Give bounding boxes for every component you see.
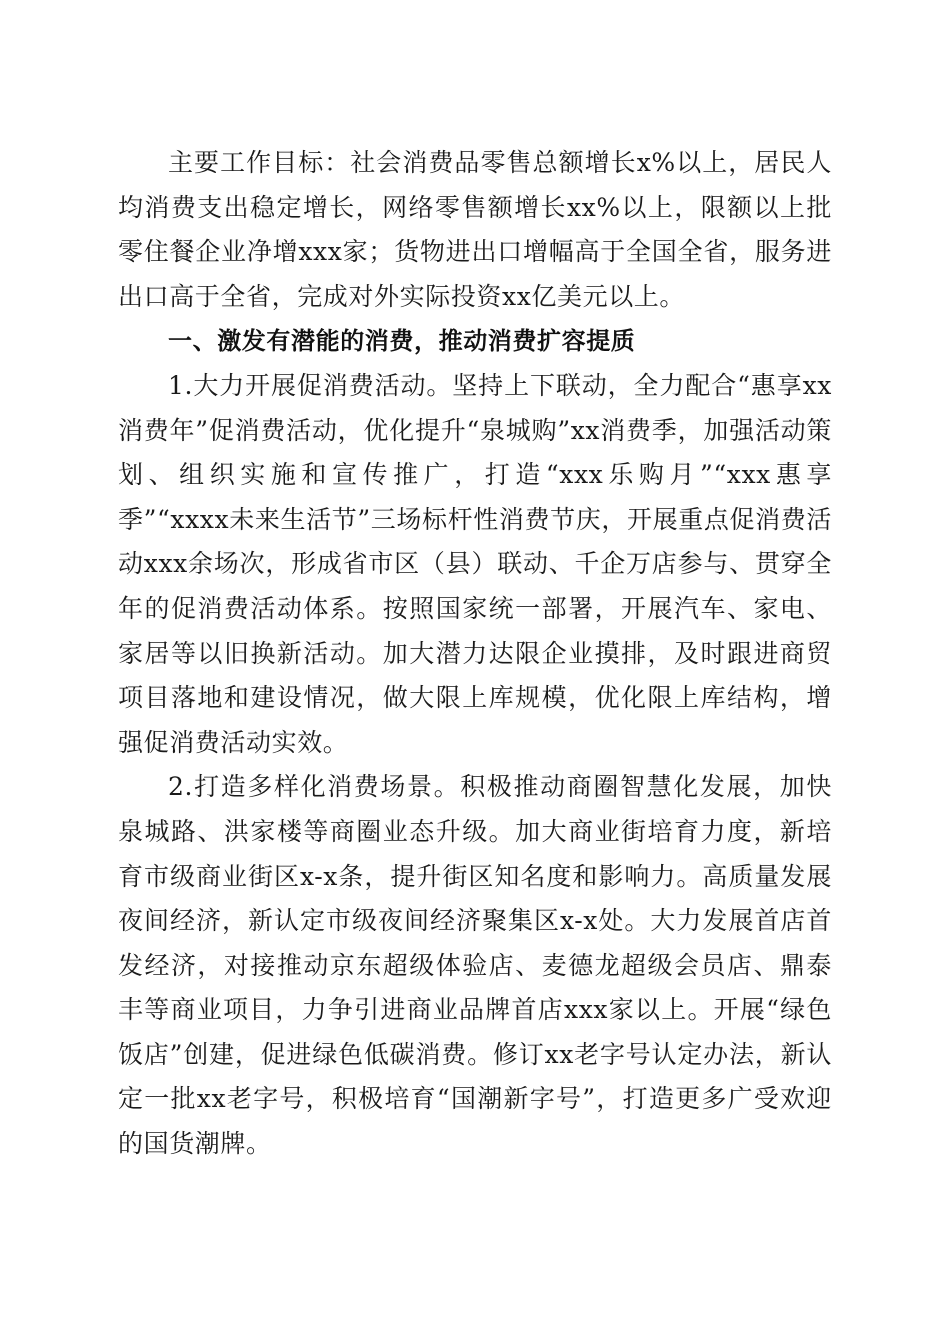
item-2-paragraph: 2.打造多样化消费场景。积极推动商圈智慧化发展，加快泉城路、洪家楼等商圈业态升级。加大商业街培育力度，新培育市级商业街区x-x条，提升街区知名度和影响力。高质量发展夜间经济，新认定市级夜间经济聚集区x-x处。大力发展首店首发经济，对接推动京东超级体验店、麦德龙超级会员店、鼎泰丰等商业项目，力争引进商业品牌首店xxx家以上。开展“绿色饭店”创建，促进绿色低碳消费。修订xx老字号认定办法，新认定一批xx老字号，积极培育“国潮新字号”，打造更多广受欢迎的国货潮牌。 [118, 772, 832, 1159]
section-1-heading: 一、激发有潜能的消费，推动消费扩容提质 [168, 327, 636, 356]
item-1-paragraph: 1.大力开展促消费活动。坚持上下联动，全力配合“惠享xx消费年”促消费活动，优化提升“泉城购”xx消费季，加强活动策划、组织实施和宣传推广，打造“xxx乐购月”“xxx惠享季”“xxxx未来生活节”三场标杆性消费节庆，开展重点促消费活动xxx余场次，形成省市区（县）联动、千企万店参与、贯穿全年的促消费活动体系。按照国家统一部署，开展汽车、家电、家居等以旧换新活动。加大潜力达限企业摸排，及时跟进商贸项目落地和建设情况，做大限上库规模，优化限上库结构，增强促消费活动实效。 [118, 370, 832, 757]
document-body [118, 141, 832, 1167]
goals-paragraph: 主要工作目标：社会消费品零售总额增长x%以上，居民人均消费支出稳定增长，网络零售额增长xx%以上，限额以上批零住餐企业净增xxx家；货物进出口增幅高于全国全省，服务进出口高于全省，完成对外实际投资xx亿美元以上。 [118, 148, 832, 311]
